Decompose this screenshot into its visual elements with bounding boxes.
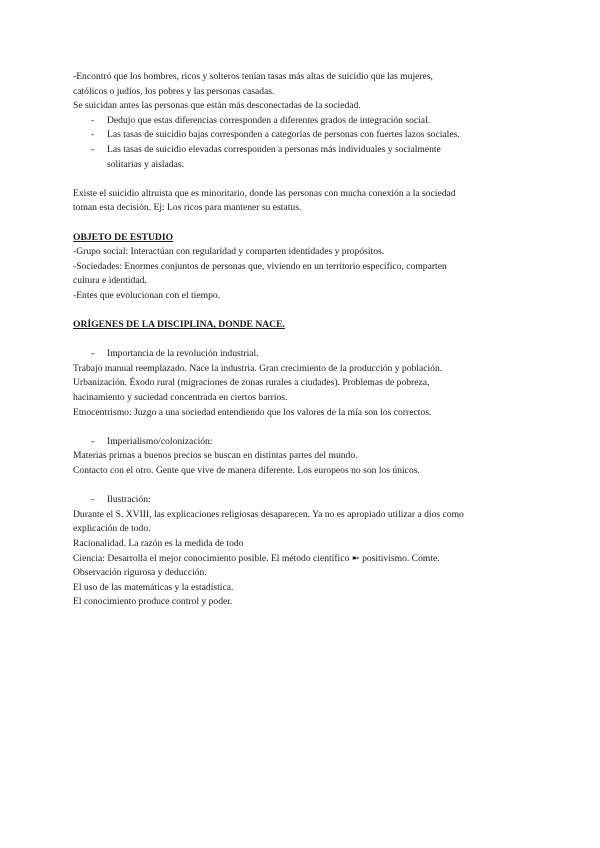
intro-line-2: católicos o judíos, los pobres y las personas casadas. xyxy=(73,85,275,97)
objeto-heading: OBJETO DE ESTUDIO xyxy=(73,231,174,243)
intro-bullet-3 xyxy=(73,143,533,172)
spacer xyxy=(73,333,533,348)
intro-bullet-1-text: Dedujo que estas diferencias corresponden a diferentes grados de integración social. xyxy=(107,114,431,126)
objeto-line-1: -Grupo social: Interactúan con regularidad y comparten identidades y propósitos. xyxy=(73,246,385,258)
bullet-dash: - xyxy=(91,129,95,141)
revolucion-line-3: hacinamiento y suciedad concentrada en ciertos barrios. xyxy=(73,392,288,404)
origenes-heading: ORÍGENES DE LA DISCIPLINA, DONDE NACE. xyxy=(73,319,285,331)
ilustracion-line-1: Durante el S. XVIII, las explicaciones religiosas desaparecen. Ya no es apropiado utilizar a dios como xyxy=(73,508,464,520)
intro-bullet-2 xyxy=(73,128,533,143)
revolucion-line-1: Trabajo manual reemplazado. Nace la industria. Gran crecimiento de la producción y población. xyxy=(73,362,443,374)
revolucion-bullet xyxy=(73,347,533,362)
spacer xyxy=(73,216,533,231)
imperialismo-bullet xyxy=(73,435,533,450)
intro-bullet-2-text: Las tasas de suicidio bajas corresponden a categorías de personas con fuertes lazos sociales. xyxy=(107,129,460,141)
imperialismo-line-2: Contacto con el otro. Gente que vive de manera diferente. Los europeos no son los únicos. xyxy=(73,465,420,477)
ilustracion-bullet xyxy=(73,493,533,508)
intro-bullet-3-line-2: solitarias y aisladas. xyxy=(107,158,184,170)
altruista-line-1: Existe el suicidio altruista que es minoritario, donde las personas con mucha conexión a la sociedad xyxy=(73,187,456,199)
objeto-line-4: -Entes que evolucionan con el tiempo. xyxy=(73,289,221,301)
bullet-dash: - xyxy=(91,348,95,360)
bullet-dash: - xyxy=(91,143,95,155)
intro-bullet-1 xyxy=(73,114,533,129)
intro-line-3: Se suicidan antes las personas que están más desconectadas de la sociedad. xyxy=(73,100,361,112)
spacer xyxy=(73,420,533,435)
intro-line-1: -Encontró que los hombres, ricos y solteros tenían tasas más altas de suicidio que las mujeres, xyxy=(73,71,433,82)
objeto-line-3: cultura e identidad. xyxy=(73,275,147,287)
ilustracion-line-2: explicación de todo. xyxy=(73,523,151,535)
spacer xyxy=(73,479,533,494)
ilustracion-line-5: Observación rigurosa y deducción. xyxy=(73,567,207,579)
ilustracion-bullet-text: Ilustración: xyxy=(107,494,151,506)
spacer xyxy=(73,304,533,319)
bullet-dash: - xyxy=(91,435,95,447)
imperialismo-bullet-text: Imperialismo/colonización: xyxy=(107,435,213,447)
revolucion-bullet-text: Importancia de la revolución industrial. xyxy=(107,348,259,360)
ilustracion-line-7: El conocimiento produce control y poder. xyxy=(73,596,233,608)
revolucion-line-2: Urbanización. Éxodo rural (migraciones de zonas rurales a ciudades). Problemas de pobreza, xyxy=(73,377,430,389)
ilustracion-line-3: Racionalidad. La razón es la medida de todo xyxy=(73,538,244,549)
altruista-line-2: toman esta decisión. Ej: Los ricos para mantener su estatus. xyxy=(73,202,302,214)
ilustracion-line-4: Ciencia: Desarrolla el mejor conocimiento posible. El método científico ➼ positivismo. Comte. xyxy=(73,552,440,564)
document-page xyxy=(73,70,533,610)
objeto-line-2: -Sociedades: Enormes conjuntos de personas que, viviendo en un territorio específico, comparten xyxy=(73,260,447,272)
imperialismo-line-1: Materias primas a buenos precios se buscan en distintas partes del mundo. xyxy=(73,450,358,462)
ilustracion-line-6: El uso de las matemáticas y la estadística. xyxy=(73,581,234,593)
revolucion-line-4: Etnocentrismo: Juzgo a una sociedad entendiendo que los valores de la mía son los correctos. xyxy=(73,406,432,418)
spacer xyxy=(73,172,533,187)
bullet-dash: - xyxy=(91,114,95,126)
intro-bullet-3-line-1: Las tasas de suicidio elevadas corresponden a personas más individuales y socialmente xyxy=(107,143,441,155)
bullet-dash: - xyxy=(91,494,95,506)
